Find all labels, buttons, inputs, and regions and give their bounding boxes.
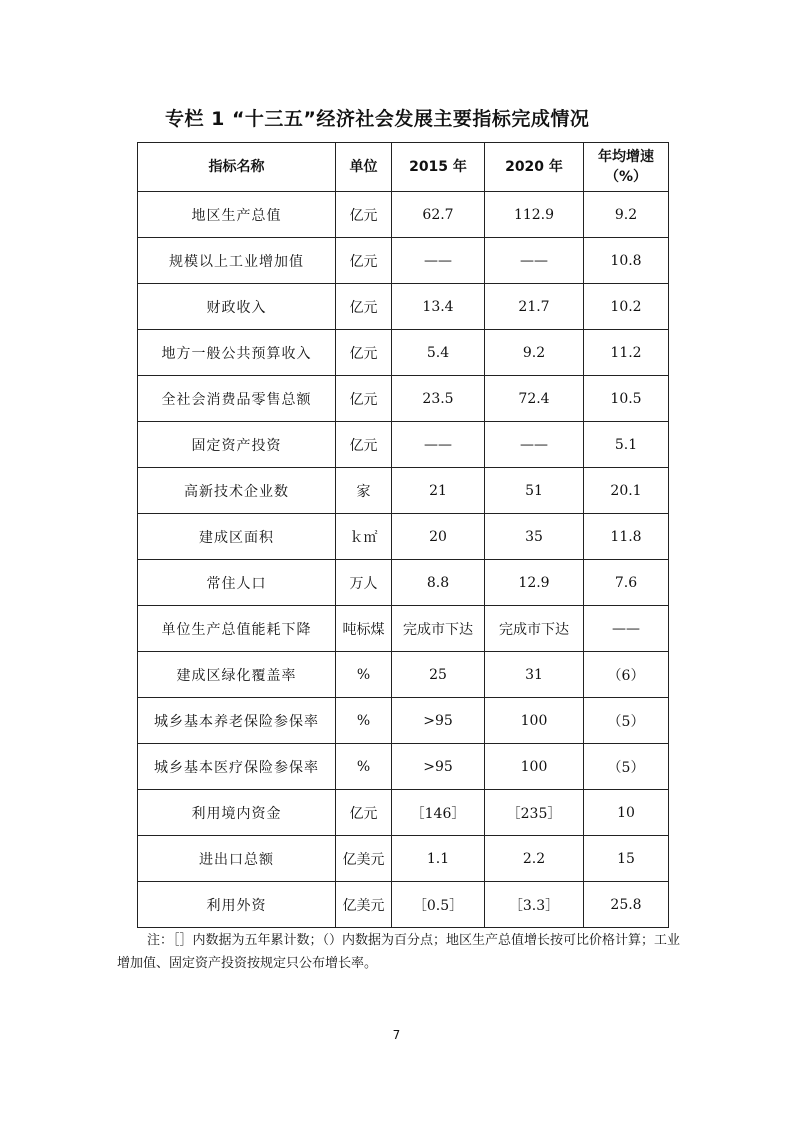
header-indicator-name: 指标名称 [138, 143, 336, 192]
table-row [138, 560, 669, 606]
cell-2015: 20 [392, 514, 485, 560]
cell-indicator-name: 财政收入 [138, 284, 336, 330]
cell-2015: 13.4 [392, 284, 485, 330]
cell-annual-growth: 9.2 [584, 192, 669, 238]
table-row [138, 468, 669, 514]
cell-2015: 5.4 [392, 330, 485, 376]
cell-unit: 万人 [336, 560, 392, 606]
table-row [138, 376, 669, 422]
table-row [138, 514, 669, 560]
cell-2020: 100 [485, 698, 584, 744]
cell-annual-growth: 20.1 [584, 468, 669, 514]
cell-indicator-name: 地方一般公共预算收入 [138, 330, 336, 376]
cell-unit: % [336, 652, 392, 698]
table-row [138, 284, 669, 330]
cell-2020: 2.2 [485, 836, 584, 882]
cell-annual-growth: 7.6 [584, 560, 669, 606]
cell-indicator-name: 进出口总额 [138, 836, 336, 882]
table-row [138, 192, 669, 238]
cell-annual-growth: 10.5 [584, 376, 669, 422]
cell-2015: ［0.5］ [392, 882, 485, 928]
cell-2020: 21.7 [485, 284, 584, 330]
cell-indicator-name: 城乡基本养老保险参保率 [138, 698, 336, 744]
cell-annual-growth: 10.2 [584, 284, 669, 330]
indicators-table [137, 142, 669, 928]
cell-2020: 完成市下达 [485, 606, 584, 652]
cell-unit: 吨标煤 [336, 606, 392, 652]
cell-2020: 31 [485, 652, 584, 698]
cell-2015: 62.7 [392, 192, 485, 238]
cell-indicator-name: 全社会消费品零售总额 [138, 376, 336, 422]
cell-2020: —— [485, 422, 584, 468]
cell-2020: ［235］ [485, 790, 584, 836]
cell-indicator-name: 高新技术企业数 [138, 468, 336, 514]
cell-annual-growth: （5） [584, 698, 669, 744]
cell-unit: 亿元 [336, 330, 392, 376]
cell-unit: 亿美元 [336, 882, 392, 928]
table-row [138, 422, 669, 468]
header-2015: 2015 年 [392, 143, 485, 192]
cell-2020: 72.4 [485, 376, 584, 422]
cell-annual-growth: 15 [584, 836, 669, 882]
cell-unit: 亿元 [336, 376, 392, 422]
cell-indicator-name: 规模以上工业增加值 [138, 238, 336, 284]
table-row [138, 238, 669, 284]
header-annual-growth-label: 年均增速 [598, 149, 654, 165]
cell-2020: 51 [485, 468, 584, 514]
cell-unit: % [336, 744, 392, 790]
cell-2015: >95 [392, 698, 485, 744]
table-row [138, 836, 669, 882]
table-row [138, 882, 669, 928]
cell-indicator-name: 单位生产总值能耗下降 [138, 606, 336, 652]
cell-2020: 100 [485, 744, 584, 790]
cell-indicator-name: 固定资产投资 [138, 422, 336, 468]
header-2020: 2020 年 [485, 143, 584, 192]
cell-annual-growth: 11.2 [584, 330, 669, 376]
cell-annual-growth: （5） [584, 744, 669, 790]
table-title: 专栏 1 “十三五”经济社会发展主要指标完成情况 [165, 108, 590, 130]
cell-indicator-name: 常住人口 [138, 560, 336, 606]
cell-2015: 23.5 [392, 376, 485, 422]
cell-unit: 亿元 [336, 238, 392, 284]
cell-2015: —— [392, 238, 485, 284]
cell-2020: ［3.3］ [485, 882, 584, 928]
cell-2015: 1.1 [392, 836, 485, 882]
cell-2015: 25 [392, 652, 485, 698]
cell-2015: 完成市下达 [392, 606, 485, 652]
cell-indicator-name: 建成区绿化覆盖率 [138, 652, 336, 698]
cell-indicator-name: 利用外资 [138, 882, 336, 928]
cell-indicator-name: 利用境内资金 [138, 790, 336, 836]
cell-2015: 21 [392, 468, 485, 514]
cell-indicator-name: 城乡基本医疗保险参保率 [138, 744, 336, 790]
cell-unit: ｋ㎡ [336, 514, 392, 560]
table-row [138, 330, 669, 376]
cell-annual-growth: 10.8 [584, 238, 669, 284]
cell-2015: ［146］ [392, 790, 485, 836]
header-unit: 单位 [336, 143, 392, 192]
header-annual-growth [584, 143, 669, 192]
cell-unit: 亿美元 [336, 836, 392, 882]
cell-unit: 家 [336, 468, 392, 514]
cell-2020: 112.9 [485, 192, 584, 238]
table-note: 注：［］内数据为五年累计数；（）内数据为百分点；地区生产总值增长按可比价格计算；工业增加值、固定资产投资按规定只公布增长率。 [117, 933, 681, 971]
cell-unit: % [336, 698, 392, 744]
cell-2020: 9.2 [485, 330, 584, 376]
table-row [138, 790, 669, 836]
table-row [138, 744, 669, 790]
cell-2015: —— [392, 422, 485, 468]
cell-unit: 亿元 [336, 790, 392, 836]
table-row [138, 652, 669, 698]
header-annual-growth-unit: （%） [604, 169, 648, 185]
cell-unit: 亿元 [336, 284, 392, 330]
cell-2020: —— [485, 238, 584, 284]
table-header-row [138, 143, 669, 192]
cell-2020: 12.9 [485, 560, 584, 606]
cell-annual-growth: 5.1 [584, 422, 669, 468]
cell-annual-growth: 25.8 [584, 882, 669, 928]
cell-2020: 35 [485, 514, 584, 560]
cell-annual-growth: 10 [584, 790, 669, 836]
cell-indicator-name: 建成区面积 [138, 514, 336, 560]
cell-2015: 8.8 [392, 560, 485, 606]
table-row [138, 698, 669, 744]
cell-2015: >95 [392, 744, 485, 790]
cell-unit: 亿元 [336, 192, 392, 238]
cell-unit: 亿元 [336, 422, 392, 468]
table-row [138, 606, 669, 652]
cell-annual-growth: 11.8 [584, 514, 669, 560]
cell-annual-growth: —— [584, 606, 669, 652]
page-number: 7 [392, 1028, 401, 1042]
cell-annual-growth: （6） [584, 652, 669, 698]
cell-indicator-name: 地区生产总值 [138, 192, 336, 238]
